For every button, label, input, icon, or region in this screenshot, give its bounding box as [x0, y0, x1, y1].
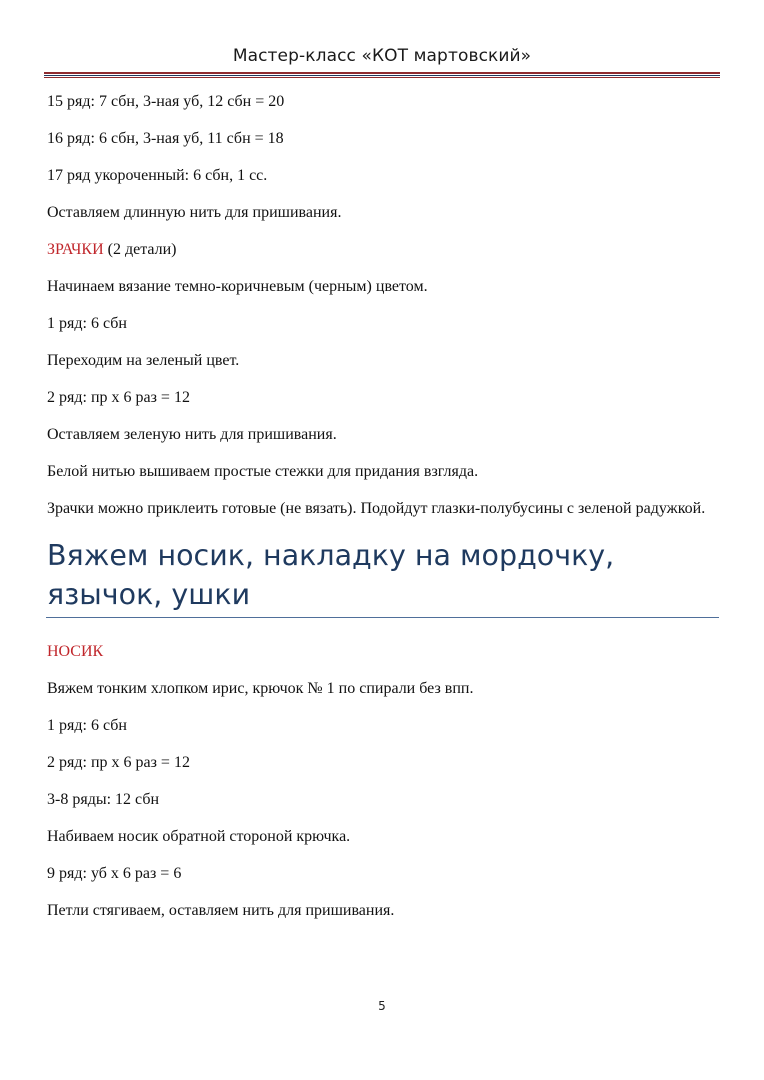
page-header-title: Мастер-класс «КОТ мартовский» [232, 46, 532, 66]
nose-line-materials: Вяжем тонким хлопком ирис, крючок № 1 по спирали без впп. [47, 680, 474, 697]
pupils-line-start: Начинаем вязание темно-коричневым (черным) цветом. [47, 278, 428, 295]
header-rule-top [44, 72, 720, 74]
nose-line-row2: 2 ряд: пр х 6 раз = 12 [47, 754, 190, 771]
page-number: 5 [378, 999, 386, 1013]
section-heading: Вяжем носик, накладку на мордочку, язычок, ушки [47, 539, 615, 611]
pupils-line-embroider: Белой нитью вышиваем простые стежки для придания взгляда. [47, 463, 479, 480]
row-16-line: 16 ряд: 6 сбн, 3-ная уб, 11 сбн = 18 [47, 130, 284, 147]
pupils-line-row1: 1 ряд: 6 сбн [47, 315, 127, 332]
pupils-title-suffix: (2 детали) [103, 241, 177, 258]
nose-line-finish: Петли стягиваем, оставляем нить для пришивания. [47, 902, 395, 919]
nose-line-stuffing: Набиваем носик обратной стороной крючка. [47, 828, 351, 845]
header-rule-bottom [44, 77, 720, 78]
section-heading-rule [46, 617, 719, 618]
pupils-line-leave-thread: Оставляем зеленую нить для пришивания. [47, 426, 337, 443]
nose-subheading: НОСИК [47, 643, 104, 660]
pupils-line-alternative: Зрачки можно приклеить готовые (не вязать). Подойдут глазки-полубусины с зеленой радужкой. [47, 500, 706, 517]
nose-line-row9: 9 ряд: уб х 6 раз = 6 [47, 865, 182, 882]
pupils-line-switch-color: Переходим на зеленый цвет. [47, 352, 240, 369]
document-body [47, 92, 717, 938]
row-17-line: 17 ряд укороченный: 6 сбн, 1 сс. [47, 167, 268, 184]
nose-line-rows3-8: 3-8 ряды: 12 сбн [47, 791, 160, 808]
pupils-subheading [47, 240, 717, 260]
leave-thread-line: Оставляем длинную нить для пришивания. [47, 204, 342, 221]
nose-line-row1: 1 ряд: 6 сбн [47, 717, 127, 734]
pupils-line-row2: 2 ряд: пр х 6 раз = 12 [47, 389, 190, 406]
pupils-title: ЗРАЧКИ [47, 241, 104, 258]
header-rule-middle [44, 75, 720, 76]
row-15-line: 15 ряд: 7 сбн, 3-ная уб, 12 сбн = 20 [47, 93, 285, 110]
